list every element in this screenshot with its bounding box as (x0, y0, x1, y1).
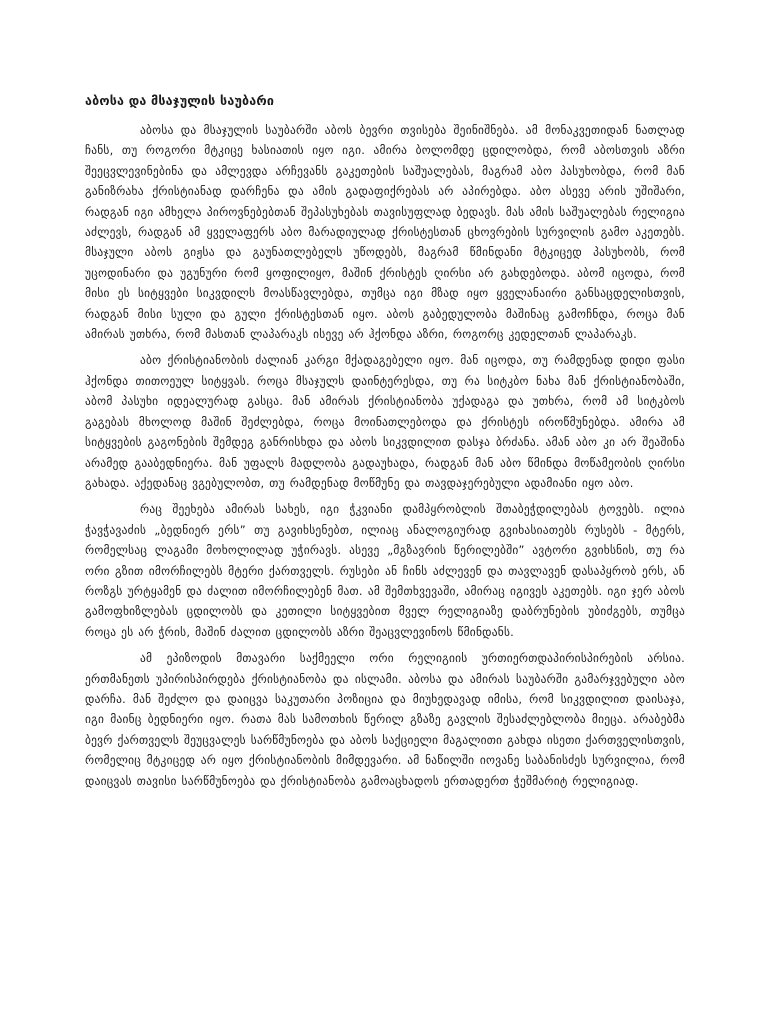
document-page (85, 92, 685, 797)
paragraph-1: აბოსა და მსაჯულის საუბარში აბოს ბევრი თვისება შეინიშნება. ამ მონაკვეთიდან ნათლად ჩანს, თუ როგორი მტკიცე ხასიათის იყო იგი. ამირა ბოლომდე ცდილობდა, რომ აბოსთვის აზრი შეეცვლევინებინა და ამლევდა არჩევანს გაკეთების საშუალებას, მაგრამ აბო პასუხობდა, რომ მან განიზრახა ქრისტიანად დარჩენა და ამის გადაფიქრებას არ აპირებდა. აბო ასევე არის უშიშარი, რადგან იგი ამხელა პიროვნებებთან შეპასუხებას თავისუფლად ბედავს. მას ამის საშუალებას რელიგია აძლევს, რადგან ამ ყველაფერს აბო მარადიულად ქრისტესთან ცხოვრების სურვილის გამო აკეთებს. მსაჯული აბოს გიჟსა და გაუნათლებელს უწოდებს, მაგრამ წმინდანი მტკიცედ პასუხობს, რომ უცოდინარი და უგუნური რომ ყოფილიყო, მაშინ ქრისტეს ღირსი არ გახდებოდა. აბომ იცოდა, რომ მისი ეს სიტყვები სიკვდილს მოასწავლებდა, თუმცა იგი მზად იყო ყველანაირი განსაცდელისთვის, რადგან მისი სული და გული ქრისტესთან იყო. აბოს გაბედულობა მაშინაც გამოჩნდა, როცა მან ამირას უთხრა, რომ მასთან ლაპარაკს ისევე არ ჰქონდა აზრი, როგორც კედელთან ლაპარაკს. (85, 123, 685, 342)
paragraph-4: ამ ეპიზოდის მთავარი საქმეელი ორი რელიგიის ურთიერთდაპირისპირების არსია. ერთმანეთს უპირისპირდება ქრისტიანობა და ისლამი. აბოსა და ამირას საუბარში გამარჯვებული აბო დარჩა. მან შეძლო და დაიცვა საკუთარი პოზიცია და მიუხედავად იმისა, რომ სიკვდილით დაისაჯა, იგი მაინც ბედნიერი იყო. რათა მას სამოთხის წერილ გზაზე გავლის შესაძლებლობა მიეცა. არაბებმა ბევრ ქართველს შეუცვალეს სარწმუნოება და აბოს საქციელი მაგალითი გახდა ისეთი ქართველისთვის, რომელიც მტკიცედ არ იყო ქრისტიანობის მიმდევარი. ამ ნაწილში იოვანე საბანისძეს სურვილია, რომ დაიცვას თავისი სარწმუნოება და ქრისტიანობა გამოაცხადოს ერთადერთ ჭეშმარიტ რელიგიად. (85, 651, 685, 788)
paragraph-2: აბო ქრისტიანობის ძალიან კარგი მქადაგებელი იყო. მან იცოდა, თუ რამდენად დიდი ფასი ჰქონდა თითოეულ სიტყვას. როცა მსაჯულს დაინტერესდა, თუ რა სიტკბო ნახა მან ქრისტიანობაში, აბომ პასუხი იდეალურად გასცა. მან ამირას ქრისტიანობა უქადაგა და უთხრა, რომ ამ სიტკბოს გაგებას მხოლოდ მაშინ შეძლებდა, როცა მოინათლებოდა და ქრისტეს იროწმუნებდა. ამირა ამ სიტყვების გაგონების შემდეგ განრისხდა და აბოს სიკვდილით დასჯა ბრძანა. ამან აბო კი არ შეაშინა არამედ გააბედნიერა. მან უფალს მადლობა გადაუხადა, რადგან მან აბო წმინდა მოწამეობის ღირსი გახადა. აქედანაც ვგებულობთ, თუ რამდენად მოწმუნე და თავდაჯერებული ადამიანი იყო აბო. (85, 353, 685, 490)
paragraph-3: რაც შეეხება ამირას სახეს, იგი ჭკვიანი დამპყრობლის შთაბეჭდილებას ტოვებს. ილია ჭავჭავაძის „ბედნიერ ერს” თუ გავიხსენებთ, ილიაც ანალოგიურად გვიხასიათებს რუსებს - მტერს, რომელსაც ლაგამი მოხოლილად უჭირავს. ასევე „მგზავრის წერილებში” ავტორი გვიხსნის, თუ რა ორი გზით იმორჩილებს მტერი ქართველს. რუსები ან ჩინს აძლევენ და თავლავენ დასაპყრობ ერს, ან როზგს ურტყამენ და ძალით იმორჩილებენ მათ. ამ შემთხვევაში, ამირაც იგივეს აკეთებს. იგი ჯერ აბოს გამოფხიზლებას ცდილობს და კეთილი სიტყვებით მველ რელიგიაზე დაბრუნების უბიძგებს, თუმცა როცა ეს არ ჭრის, მაშინ ძალით ცდილობს აზრი შეაცვლევინოს წმინდანს. (85, 502, 685, 639)
document-title: აბოსა და მსაჯულის საუბარი (85, 93, 275, 108)
